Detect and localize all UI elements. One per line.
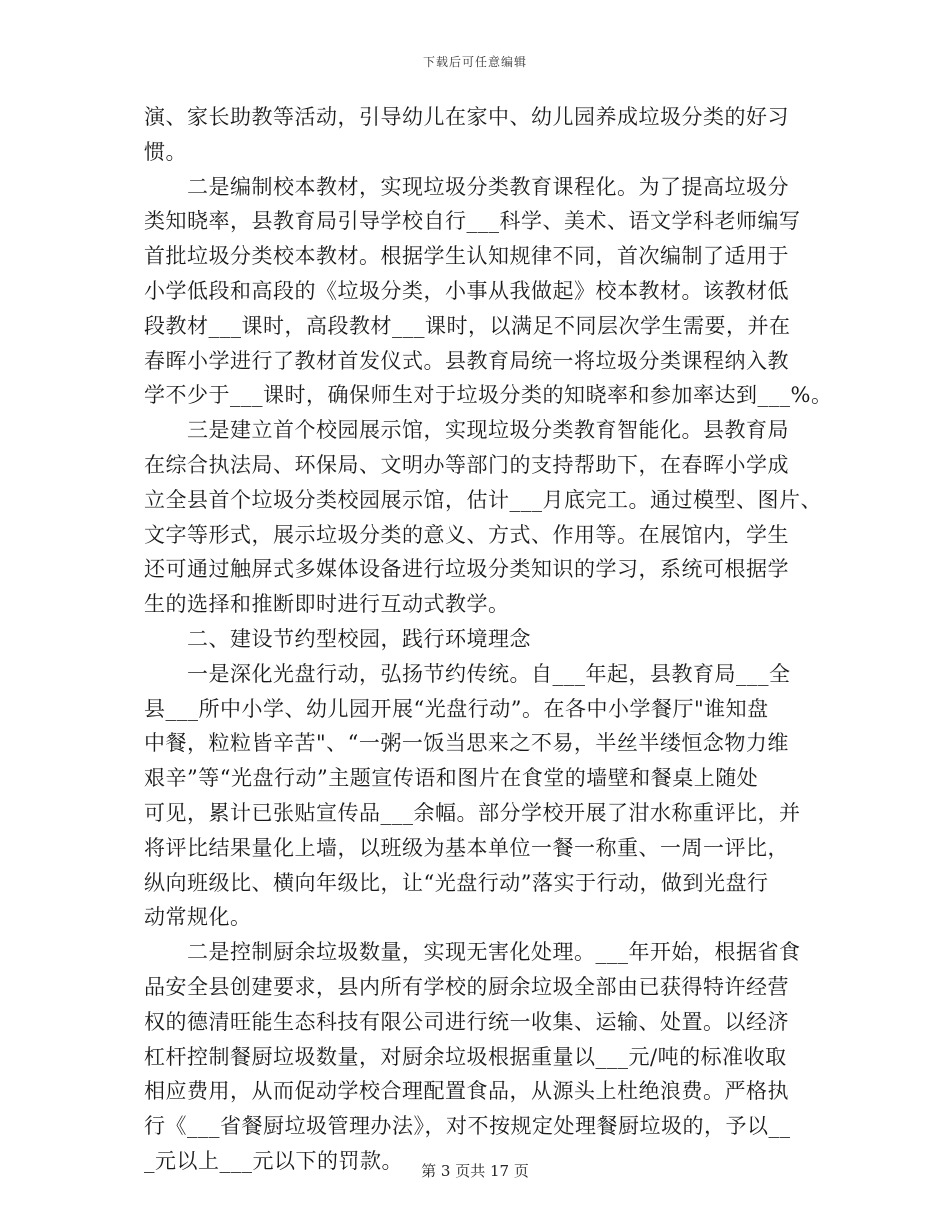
text-line: 三是建立首个校园展示馆，实现垃圾分类教育智能化。县教育局 xyxy=(144,418,789,443)
text-line: 一是深化光盘行动，弘扬节约传统。自___年起，县教育局___全 xyxy=(144,661,791,686)
text-line: 杠杆控制餐厨垃圾数量，对厨余垃圾根据重量以___元/吨的标准收取 xyxy=(144,1044,787,1069)
text-line: 中餐，粒粒皆辛苦"、“一粥一饭当思来之不易，半丝半缕恒念物力维 xyxy=(144,731,789,756)
text-line: 生的选择和推断即时进行互动式教学。 xyxy=(144,592,510,617)
text-line: 在综合执法局、环保局、文明办等部门的支持帮助下，在春晖小学成 xyxy=(144,452,789,477)
text-line: 品安全县创建要求，县内所有学校的厨余垃圾全部由已获得特许经营 xyxy=(144,974,789,999)
text-line: 文字等形式，展示垃圾分类的意义、方式、作用等。在展馆内，学生 xyxy=(144,522,789,547)
text-line: 相应费用，从而促动学校合理配置食品，从源头上杜绝浪费。严格执 xyxy=(144,1079,789,1104)
section-heading: 二、建设节约型校园，践行环境理念 xyxy=(144,626,531,651)
text-line: 还可通过触屏式多媒体设备进行垃圾分类知识的学习，系统可根据学 xyxy=(144,557,789,582)
text-line: 县___所中小学、幼儿园开展“光盘行动”。在各中小学餐厅"谁知盘 xyxy=(144,696,769,721)
text-line: 立全县首个垃圾分类校园展示馆，估计___月底完工。通过模型、图片、 xyxy=(144,487,822,512)
text-line: 行《___省餐厨垃圾管理办法》，对不按规定处理餐厨垃圾的，予以__ xyxy=(144,1114,791,1139)
page-header: 下载后可任意编辑 xyxy=(422,55,527,69)
text-line: 小学低段和高段的《垃圾分类，小事从我做起》校本教材。该教材低 xyxy=(144,278,789,303)
text-line: 动常规化。 xyxy=(144,905,252,930)
text-line: 段教材___课时，高段教材___课时，以满足不同层次学生需要，并在 xyxy=(144,313,791,338)
text-line: 首批垃圾分类校本教材。根据学生认知规律不同，首次编制了适用于 xyxy=(144,244,789,269)
text-line: 二是编制校本教材，实现垃圾分类教育课程化。为了提高垃圾分 xyxy=(144,174,789,199)
text-line: 春晖小学进行了教材首发仪式。县教育局统一将垃圾分类课程纳入教 xyxy=(144,348,789,373)
text-line: 学不少于___课时，确保师生对于垃圾分类的知晓率和参加率达到___%。 xyxy=(144,383,833,408)
text-line: 类知晓率，县教育局引导学校自行___科学、美术、语文学科老师编写 xyxy=(144,209,801,234)
text-line: _元以上___元以下的罚款。 xyxy=(144,1148,403,1173)
text-line: 将评比结果量化上墙，以班级为基本单位一餐一称重、一周一评比， xyxy=(144,835,789,860)
text-line: 惯。 xyxy=(144,139,187,164)
text-line: 权的德清旺能生态科技有限公司进行统一收集、运输、处置。以经济 xyxy=(144,1009,789,1034)
document-body xyxy=(144,100,833,1179)
text-line: 可见，累计已张贴宣传品___余幅。部分学校开展了泔水称重评比，并 xyxy=(144,800,801,825)
text-line: 演、家长助教等活动，引导幼儿在家中、幼儿园养成垃圾分类的好习 xyxy=(144,105,789,129)
page-footer: 第 3 页共 17 页 xyxy=(421,1162,529,1180)
text-line: 二是控制厨余垃圾数量，实现无害化处理。___年开始，根据省食 xyxy=(144,940,801,965)
text-line: 艰辛”等“光盘行动”主题宣传语和图片在食堂的墙壁和餐桌上随处 xyxy=(144,766,759,791)
text-line: 纵向班级比、横向年级比，让“光盘行动”落实于行动，做到光盘行 xyxy=(144,870,769,895)
